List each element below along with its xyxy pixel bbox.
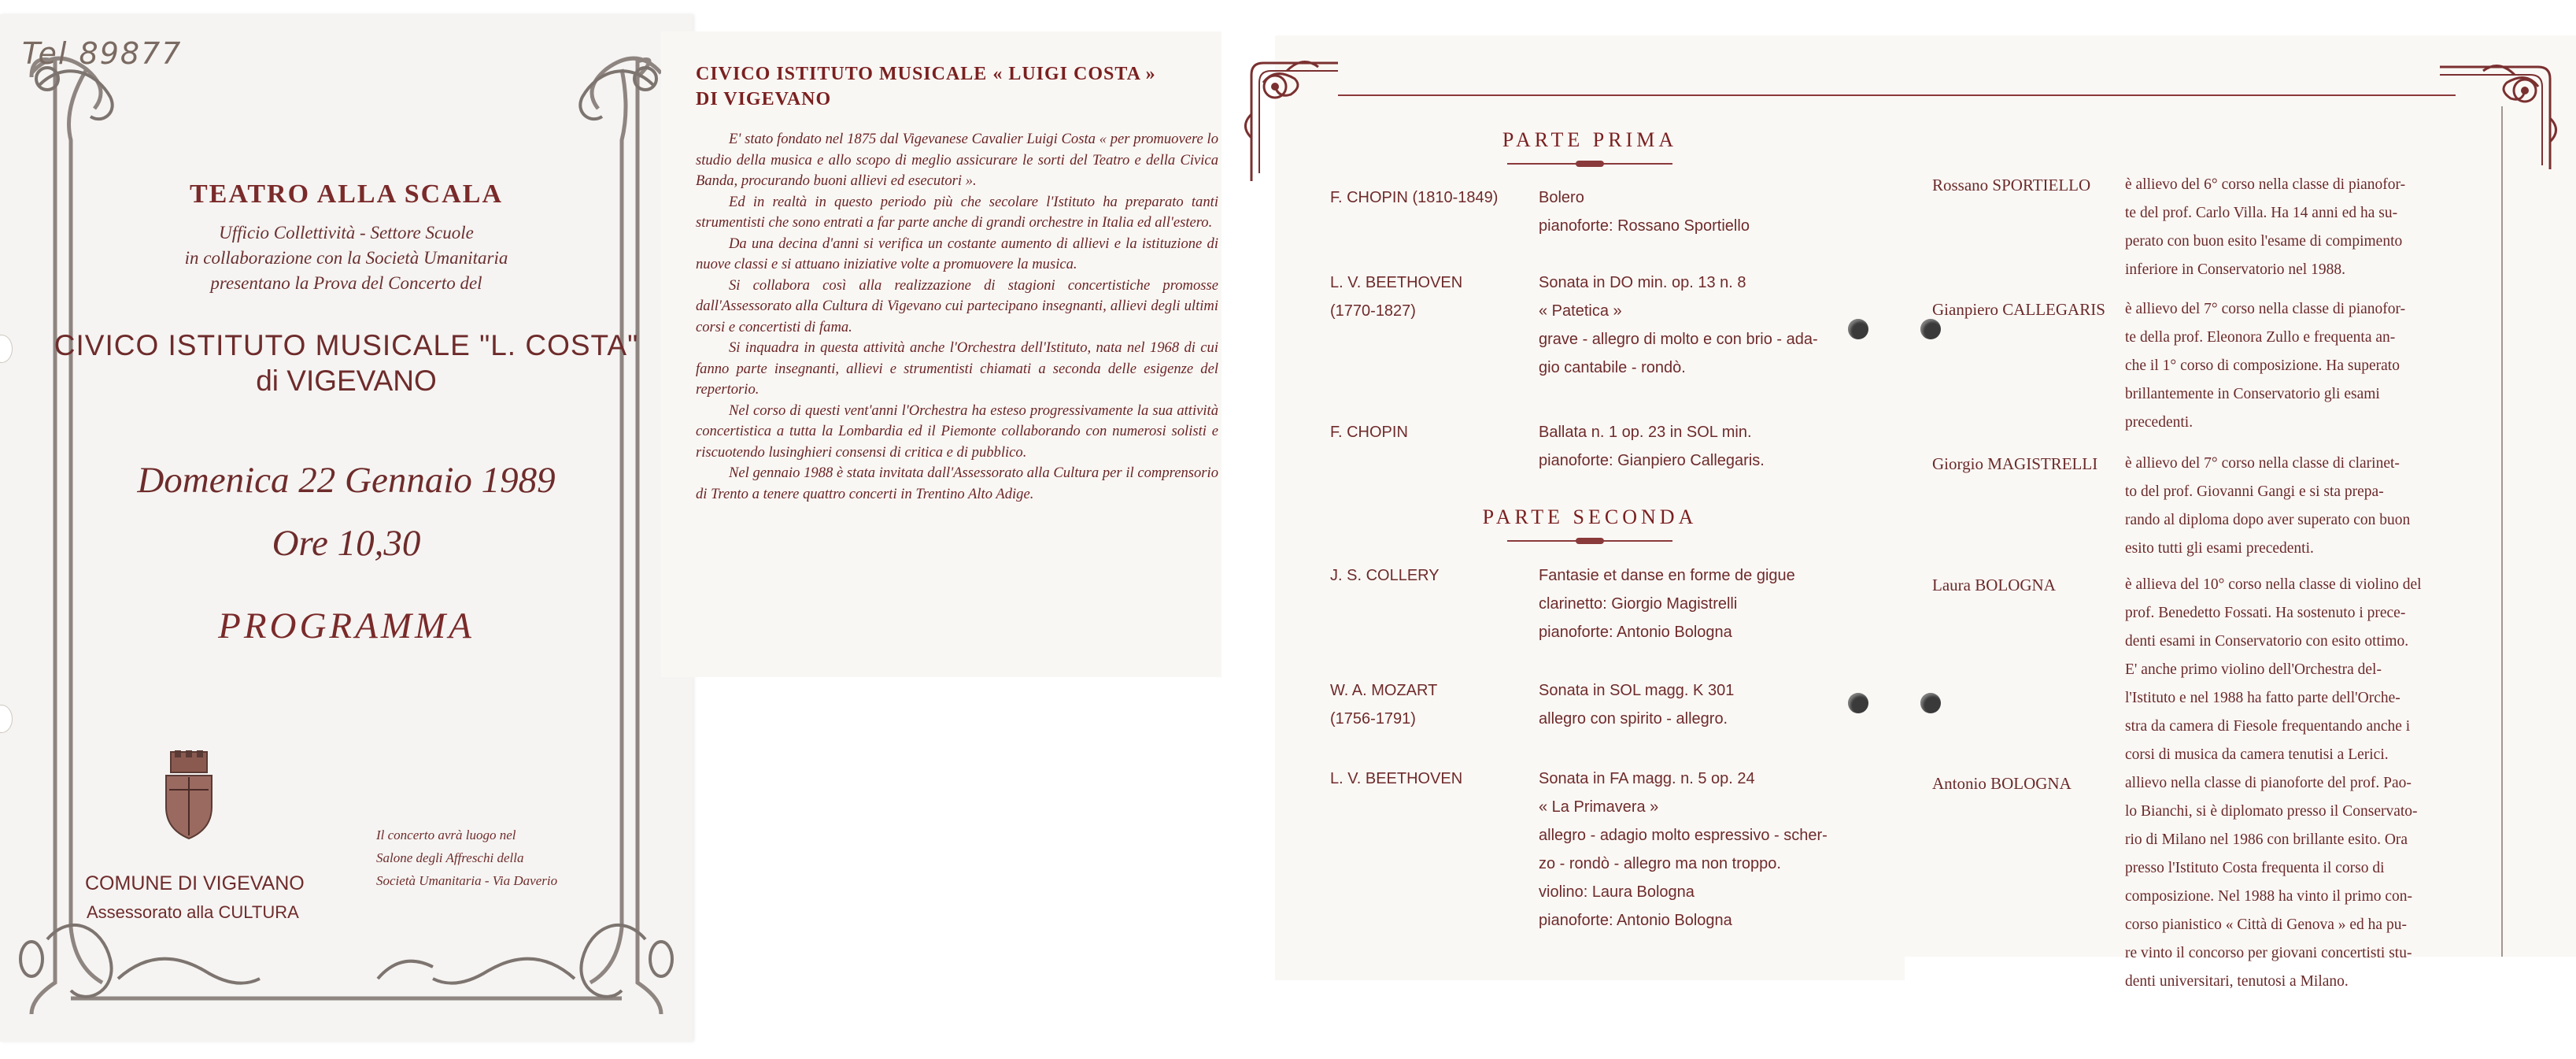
work-line: « Patetica » bbox=[1539, 302, 1622, 320]
musician-bio: è allievo del 6° corso nella classe di pianofor- te del prof. Carlo Villa. Ha 14 anni ed ha su- perato con buon esito l'esame di compimento inferiore in Conservatorio nel 1988. bbox=[2125, 176, 2406, 278]
part-one-ornament bbox=[1576, 161, 1604, 167]
work-line: grave - allegro di molto e con brio - ada- bbox=[1539, 331, 1818, 348]
musician-name: Antonio BOLOGNA bbox=[1932, 774, 2072, 793]
work-line: Bolero bbox=[1539, 189, 1584, 206]
corner-ornament-icon bbox=[2440, 55, 2558, 173]
office-line: Ufficio Collettività - Settore Scuole bbox=[219, 223, 474, 243]
composer-label: F. CHOPIN (1810-1849) bbox=[1330, 189, 1499, 206]
coat-of-arms-icon bbox=[161, 750, 216, 841]
history-paragraph: Si collabora così alla realizzazione di stagioni concertistiche promosse dall'Assessorato alla Cultura di Vigevano cui partecipano insegnanti, allievi degli ultimi corsi e concertisti di fama. bbox=[696, 276, 1218, 335]
work-line: pianoforte: Rossano Sportiello bbox=[1539, 217, 1750, 235]
work-line: Sonata in FA magg. n. 5 op. 24 bbox=[1539, 770, 1755, 787]
presentation-line: presentano la Prova del Concerto del bbox=[210, 273, 482, 293]
institute-city: di VIGEVANO bbox=[256, 365, 437, 397]
musician-name: Rossano SPORTIELLO bbox=[1932, 176, 2091, 194]
concert-date: Domenica 22 Gennaio 1989 bbox=[137, 460, 556, 501]
catalog-number: Tel 89877 bbox=[22, 36, 183, 71]
work-line: allegro con spirito - allegro. bbox=[1539, 710, 1728, 728]
musician-name: Giorgio MAGISTRELLI bbox=[1932, 454, 2098, 473]
department-label: Assessorato alla CULTURA bbox=[87, 902, 299, 922]
musician-bio: è allieva del 10° corso nella classe di violino del prof. Benedetto Fossati. Ha sostenuto i prece- denti esami in Conservatorio con esito ottimo. E' anche primo violino dell'Orchestra del- l'Istituto e nel 1988 ha fatto parte dell'Orche- stra da camera di Fiesole frequentando anche i corsi di musica da camera tenutisi a Lerici. bbox=[2125, 576, 2422, 763]
work-line: Sonata in DO min. op. 13 n. 8 bbox=[1539, 274, 1746, 291]
part-one-heading: PARTE PRIMA bbox=[1502, 128, 1678, 151]
history-paragraph: Nel gennaio 1988 è stata invitata dall'Assessorato alla Cultura per il comprensorio di Trento a tenere quattro concerti in Trentino Alto Adige. bbox=[696, 465, 1218, 502]
composer-label: F. CHOPIN bbox=[1330, 424, 1408, 441]
history-body bbox=[696, 129, 1218, 505]
history-paragraph: Si inquadra in questa attività anche l'Orchestra dell'Istituto, nata nel 1968 di cui fanno parte insegnanti, allievi e strumentisti chiamati a seconda delle esigenze del repertorio. bbox=[696, 339, 1218, 398]
collaboration-line: in collaborazione con la Società Umanitaria bbox=[184, 248, 508, 268]
punch-hole bbox=[1920, 319, 1941, 339]
history-sheet bbox=[661, 31, 1221, 677]
punch-hole bbox=[1848, 319, 1868, 339]
work-line: Ballata n. 1 op. 23 in SOL min. bbox=[1539, 424, 1752, 441]
composer-dates: (1770-1827) bbox=[1330, 302, 1416, 320]
part-two-heading: PARTE SECONDA bbox=[1482, 505, 1698, 528]
history-paragraph: Da una decina d'anni si verifica un costante aumento di allievi e la istituzione di nuove classi e si attuano iniziative volte a promuovere la musica. bbox=[696, 235, 1218, 272]
work-line: gio cantabile - rondò. bbox=[1539, 359, 1686, 376]
musician-bio: allievo nella classe di pianoforte del prof. Pao- lo Bianchi, si è diplomato presso il Conservato- rio di Milano nel 1986 con brillante esito. Ora presso l'Istituto Costa frequenta il corso di composizione. Nel 1988 ha vinto il primo con- corso pianistico « Città di Genova » ed ha pu- re vinto il concorso per giovani concertisti stu- denti universitari, tenutosi a Milano. bbox=[2125, 775, 2418, 990]
cover-sheet bbox=[0, 14, 693, 1042]
composer-label: L. V. BEETHOVEN bbox=[1330, 770, 1463, 787]
work-line: violino: Laura Bologna bbox=[1539, 883, 1695, 901]
musician-bio: è allievo del 7° corso nella classe di clarinet- to del prof. Giovanni Gangi e si sta prepa- rando al diploma dopo aver superato con buon esito tutti gli esami precedenti. bbox=[2125, 455, 2411, 557]
composer-label: J. S. COLLERY bbox=[1330, 567, 1440, 584]
theatre-title: TEATRO ALLA SCALA bbox=[189, 180, 504, 209]
top-rule bbox=[1338, 94, 1905, 96]
work-line: pianoforte: Antonio Bologna bbox=[1539, 624, 1732, 641]
institute-name: CIVICO ISTITUTO MUSICALE "L. COSTA" bbox=[54, 329, 639, 361]
top-rule bbox=[1905, 94, 2456, 96]
history-paragraph: E' stato fondato nel 1875 dal Vigevanese Cavalier Luigi Costa « per promuovere lo studio della musica e allo scopo di meglio assicurare le sorti del Teatro e della Civica Banda, procurando buoni allievi ed esecutori ». bbox=[696, 131, 1218, 189]
programme-sheet bbox=[1275, 35, 1905, 980]
biographies-sheet bbox=[1905, 35, 2576, 990]
composer-label: W. A. MOZART bbox=[1330, 682, 1438, 699]
municipality-label: COMUNE DI VIGEVANO bbox=[85, 872, 305, 894]
work-line: pianoforte: Gianpiero Callegaris. bbox=[1539, 452, 1765, 469]
work-line: zo - rondò - allegro ma non troppo. bbox=[1539, 855, 1781, 872]
part-two-ornament bbox=[1576, 538, 1604, 544]
corner-ornament-icon bbox=[1240, 51, 1342, 185]
work-line: allegro - adagio molto espressivo - scher- bbox=[1539, 827, 1828, 844]
history-paragraph: Ed in realtà in questo periodo più che secolare l'Istituto ha preparato tanti strumentisti che sono entrati a far parte anche di grandi orchestre in Italia ed all'estero. bbox=[696, 193, 1218, 231]
composer-dates: (1756-1791) bbox=[1330, 710, 1416, 728]
concert-time: Ore 10,30 bbox=[272, 523, 421, 564]
composer-label: L. V. BEETHOVEN bbox=[1330, 274, 1463, 291]
work-line: Sonata in SOL magg. K 301 bbox=[1539, 682, 1735, 699]
history-paragraph: Nel corso di questi vent'anni l'Orchestra ha esteso progressivamente la sua attività concertistica a tutta la Lombardia ed il Piemonte collaborando con numerosi solisti e riscuotendo lusinghieri consensi di critica e di pubblico. bbox=[696, 402, 1218, 461]
work-line: Fantasie et danse en forme de gigue bbox=[1539, 567, 1795, 584]
work-line: pianoforte: Antonio Bologna bbox=[1539, 912, 1732, 929]
work-line: clarinetto: Giorgio Magistrelli bbox=[1539, 595, 1738, 613]
musician-bio: è allievo del 7° corso nella classe di pianofor- te della prof. Eleonora Zullo e frequenta an- che il 1° corso di composizione. Ha superato brillantemente in Conservatorio gli esami precedenti. bbox=[2125, 301, 2406, 431]
punch-hole bbox=[1848, 693, 1868, 713]
musician-name: Laura BOLOGNA bbox=[1932, 576, 2056, 594]
musician-name: Gianpiero CALLEGARIS bbox=[1932, 300, 2105, 319]
punch-hole bbox=[1920, 693, 1941, 713]
programme-heading: PROGRAMMA bbox=[218, 605, 475, 646]
work-line: « La Primavera » bbox=[1539, 798, 1659, 816]
venue-note: Il concerto avrà luogo nel Salone degli Affreschi della Società Umanitaria - Via Daverio bbox=[376, 828, 558, 888]
history-title: CIVICO ISTITUTO MUSICALE « LUIGI COSTA » DI VIGEVANO bbox=[696, 64, 1156, 109]
